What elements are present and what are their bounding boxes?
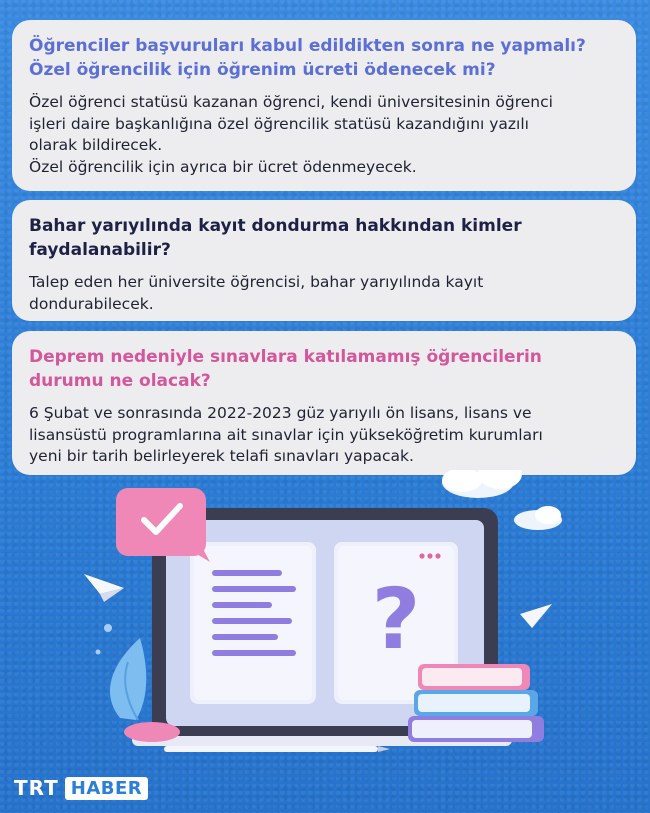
answer-line: Özel öğrenci statüsü kazanan öğrenci, kendi üniversitesinin öğrenci <box>29 93 553 111</box>
leaf-icon <box>110 638 146 720</box>
document-icon <box>190 542 316 704</box>
answer-line: Talep eden her üniversite öğrencisi, bahar yarıyılında kayıt <box>29 273 484 291</box>
faq-question: Bahar yarıyılında kayıt dondurma hakkından kimler faydalanabilir? <box>29 216 522 260</box>
answer-line: Özel öğrencilik için ayrıca bir ücret ödenmeyecek. <box>29 157 417 176</box>
faq-answer <box>29 272 618 315</box>
pen-icon <box>164 746 390 752</box>
education-illustration <box>0 470 650 770</box>
faq-answer <box>29 92 618 178</box>
paper-plane-icon <box>84 574 124 602</box>
faq-card-application <box>12 20 636 191</box>
faq-answer <box>29 403 618 468</box>
answer-line: lisansüstü programlarına ait sınavlar için yükseköğretim kurumları <box>29 425 543 444</box>
faq-question: Öğrenciler başvuruları kabul edildikten sonra ne yapmalı? Özel öğrencilik için öğrenim ücreti ödenecek mi? <box>29 36 586 80</box>
cloud-icon <box>442 470 522 498</box>
faq-question: Deprem nedeniyle sınavlara katılamamış öğrencilerin durumu ne olacak? <box>29 347 542 391</box>
answer-line: olarak bildirecek. <box>29 136 163 154</box>
trt-haber-logo <box>14 776 148 800</box>
logo-haber-text: HABER <box>65 777 148 800</box>
paper-plane-icon <box>520 604 552 628</box>
question-mark-icon: ? <box>371 570 421 668</box>
answer-line: yeni bir tarih belirleyerek telafi sınavları yapacak. <box>29 447 414 465</box>
faq-card-earthquake-exams <box>12 331 636 475</box>
answer-line: işleri daire başkanlığına özel öğrencilik statüsü kazandığını yazılı <box>29 114 529 133</box>
blob-shape <box>124 722 180 742</box>
cloud-icon <box>514 506 562 530</box>
books-stack-icon <box>408 664 544 742</box>
answer-line: 6 Şubat ve sonrasında 2022-2023 güz yarıyılı ön lisans, lisans ve <box>29 404 532 422</box>
logo-trt-text: TRT <box>14 776 59 800</box>
faq-card-registration-freeze <box>12 200 636 321</box>
answer-line: dondurabilecek. <box>29 294 154 313</box>
checkmark-chat-bubble-icon <box>116 488 210 562</box>
